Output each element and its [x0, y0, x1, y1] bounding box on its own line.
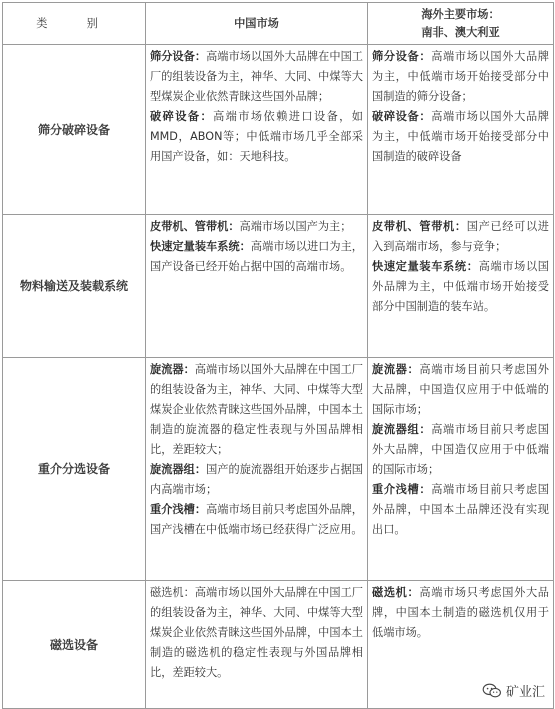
watermark — [478, 679, 549, 702]
market-note — [150, 237, 363, 277]
market-note — [150, 583, 363, 683]
market-comparison-table — [2, 2, 554, 709]
equipment-label: 旋流器组： — [372, 423, 432, 436]
overseas-market-cell — [368, 215, 554, 358]
china-market-cell — [146, 45, 368, 215]
equipment-label: 快速定量装车系统： — [150, 240, 251, 253]
note-text: 高端市场以国外大品牌在中国工厂的组装设备为主，神华、大同、中煤等大型煤炭企业依然青睐这些国外品牌； — [150, 50, 363, 103]
watermark-label: 矿业汇 — [505, 685, 545, 700]
equipment-label: 破碎设备： — [150, 110, 214, 123]
note-text: 高端市场目前只考虑国外大品牌，中国造仅应用于中低端的国际市场； — [372, 423, 549, 476]
table-row — [3, 581, 554, 709]
market-note — [372, 47, 549, 107]
market-note — [372, 583, 549, 643]
china-market-cell — [146, 358, 368, 581]
category-cell: 物料输送及装载系统 — [3, 215, 146, 358]
overseas-market-cell — [368, 358, 554, 581]
equipment-label: 重介浅槽： — [150, 503, 207, 516]
note-text: 高端市场目前只考虑国外品牌，中国本土品牌还没有实现出口。 — [372, 483, 549, 536]
wechat-icon — [482, 683, 502, 699]
table-row — [3, 215, 554, 358]
equipment-label: 旋流器： — [150, 363, 195, 376]
header-category: 类 别 — [3, 3, 146, 45]
note-text: 磁选机：高端市场以国外大品牌在中国工厂的组装设备为主，神华、大同、中煤等大型煤炭企业依然青睐这些国外品牌，中国本土制造的磁选机的稳定性表现与外国品牌相比，差距较大。 — [150, 586, 363, 679]
equipment-label: 旋流器组： — [150, 463, 207, 476]
market-note — [150, 500, 363, 540]
note-text: 高端市场目前只考虑国外品牌，国产浅槽在中低端市场已经获得广泛应用。 — [150, 503, 363, 536]
note-text: 高端市场依赖进口设备，如MMD，ABON等；中低端市场几乎全部采用国产设备，如：天地科技。 — [150, 110, 363, 163]
china-market-cell — [146, 581, 368, 709]
category-cell: 磁选设备 — [3, 581, 146, 709]
market-note — [150, 107, 363, 167]
header-overseas-market: 海外主要市场： 南非、澳大利亚 — [368, 3, 554, 45]
market-note — [372, 257, 549, 317]
note-text: 国产已经可以进入到高端市场，参与竞争； — [372, 220, 549, 253]
note-text: 高端市场以国外大品牌为主，中低端市场开始接受部分中国制造的破碎设备 — [372, 110, 549, 163]
market-note — [372, 107, 549, 167]
category-cell: 重介分选设备 — [3, 358, 146, 581]
header-china-market: 中国市场 — [146, 3, 368, 45]
equipment-label: 破碎设备： — [372, 110, 432, 123]
market-note — [150, 217, 363, 237]
header-row — [3, 3, 554, 45]
market-note — [150, 47, 363, 107]
note-text: 高端市场以国外大品牌在中国工厂的组装设备为主，神华、大同、中煤等大型煤炭企业依然青睐这些国外品牌，中国本土制造的旋流器的稳定性表现与外国品牌相比，差距较大； — [150, 363, 363, 456]
note-text: 高端市场以进口为主，国产设备已经开始占据中国的高端市场。 — [150, 240, 363, 273]
note-text: 高端市场以国产为主； — [239, 220, 352, 233]
table-row — [3, 358, 554, 581]
note-text: 高端市场以国外品牌为主，中低端市场开始接受部分中国制造的装车站。 — [372, 260, 549, 313]
equipment-label: 筛分设备： — [150, 50, 207, 63]
equipment-label: 皮带机、管带机： — [372, 220, 467, 233]
market-note — [372, 217, 549, 257]
category-cell: 筛分破碎设备 — [3, 45, 146, 215]
equipment-label: 磁选机： — [372, 586, 420, 599]
market-note — [372, 420, 549, 480]
china-market-cell — [146, 215, 368, 358]
note-text: 国产的旋流器组开始逐步占据国内高端市场； — [150, 463, 363, 496]
overseas-market-cell — [368, 45, 554, 215]
table-row — [3, 45, 554, 215]
equipment-label: 皮带机、管带机： — [150, 220, 240, 233]
market-note — [150, 460, 363, 500]
note-text: 高端市场目前只考虑国外大品牌，中国造仅应用于中低端的国际市场； — [372, 363, 549, 416]
equipment-label: 快速定量装车系统： — [372, 260, 479, 273]
market-note — [372, 480, 549, 540]
market-note — [150, 360, 363, 460]
note-text: 高端市场只考虑国外大品牌，中国本土制造的磁选机仅用于低端市场。 — [372, 586, 549, 639]
market-note — [372, 360, 549, 420]
note-text: 高端市场以国外大品牌为主，中低端市场开始接受部分中国制造的筛分设备； — [372, 50, 549, 103]
equipment-label: 旋流器： — [372, 363, 420, 376]
equipment-label: 重介浅槽： — [372, 483, 432, 496]
equipment-label: 筛分设备： — [372, 50, 432, 63]
